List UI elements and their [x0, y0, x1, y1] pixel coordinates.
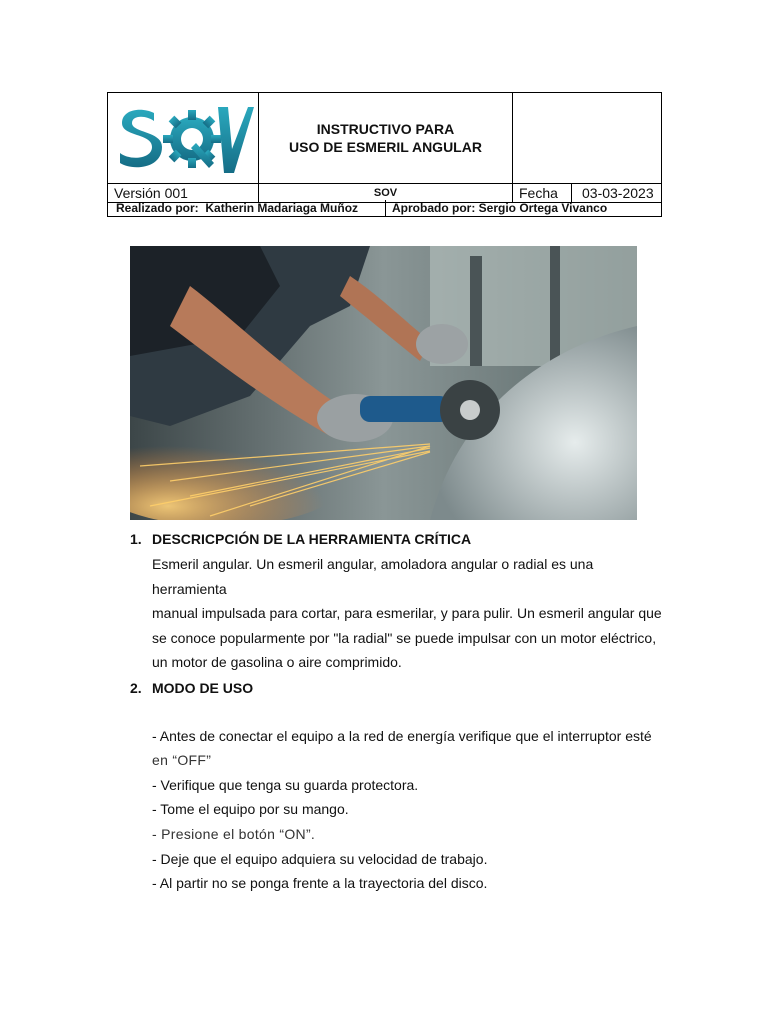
section-1-heading: 1. DESCRICPCIÓN DE LA HERRAMIENTA CRÍTICA	[130, 531, 472, 547]
section-2-heading: 2. MODO DE USO	[130, 680, 254, 696]
date-value: 03-03-2023	[572, 184, 662, 203]
title-line-1: INSTRUCTIVO PARA	[316, 121, 455, 137]
angle-grinder-photo	[130, 246, 637, 520]
code-cell: SOV	[259, 184, 513, 203]
list-item: - Presione el botón “ON”.	[152, 826, 316, 842]
body-line: se conoce popularmente por "la radial" se puede impulsar con un motor eléctrico,	[152, 629, 657, 646]
section-1-body	[152, 552, 664, 675]
list-item: - Deje que el equipo adquiera su velocidad de trabajo.	[152, 851, 488, 867]
document-title	[259, 93, 513, 184]
body-line: Esmeril angular. Un esmeril angular, amoladora angular o radial es una herramienta	[152, 556, 594, 597]
body-line: manual impulsada para cortar, para esmerilar, y para pulir. Un esmeril angular que	[152, 605, 662, 621]
body-line: un motor de gasolina o aire comprimido.	[152, 654, 402, 670]
list-item: en “OFF”	[152, 752, 212, 768]
sov-logo	[114, 99, 254, 179]
authors-row	[107, 200, 662, 217]
list-item: - Verifique que tenga su guarda protectora.	[152, 777, 419, 793]
list-item: - Antes de conectar el equipo a la red de energía verifique que el interruptor esté	[152, 728, 652, 744]
approved-by: Aprobado por: Sergio Ortega Vivanco	[392, 201, 608, 215]
title-line-2: USO DE ESMERIL ANGULAR	[289, 139, 482, 155]
version-cell: Versión 001	[108, 184, 259, 203]
logo-cell	[108, 93, 259, 184]
list-item: - Al partir no se ponga frente a la trayectoria del disco.	[152, 875, 488, 891]
list-item: - Tome el equipo por su mango.	[152, 801, 349, 817]
empty-cell	[513, 93, 662, 184]
made-by: Realizado por: Katherin Madariaga Muñoz	[116, 201, 359, 215]
date-label: Fecha	[513, 184, 572, 203]
document-header	[107, 92, 662, 203]
